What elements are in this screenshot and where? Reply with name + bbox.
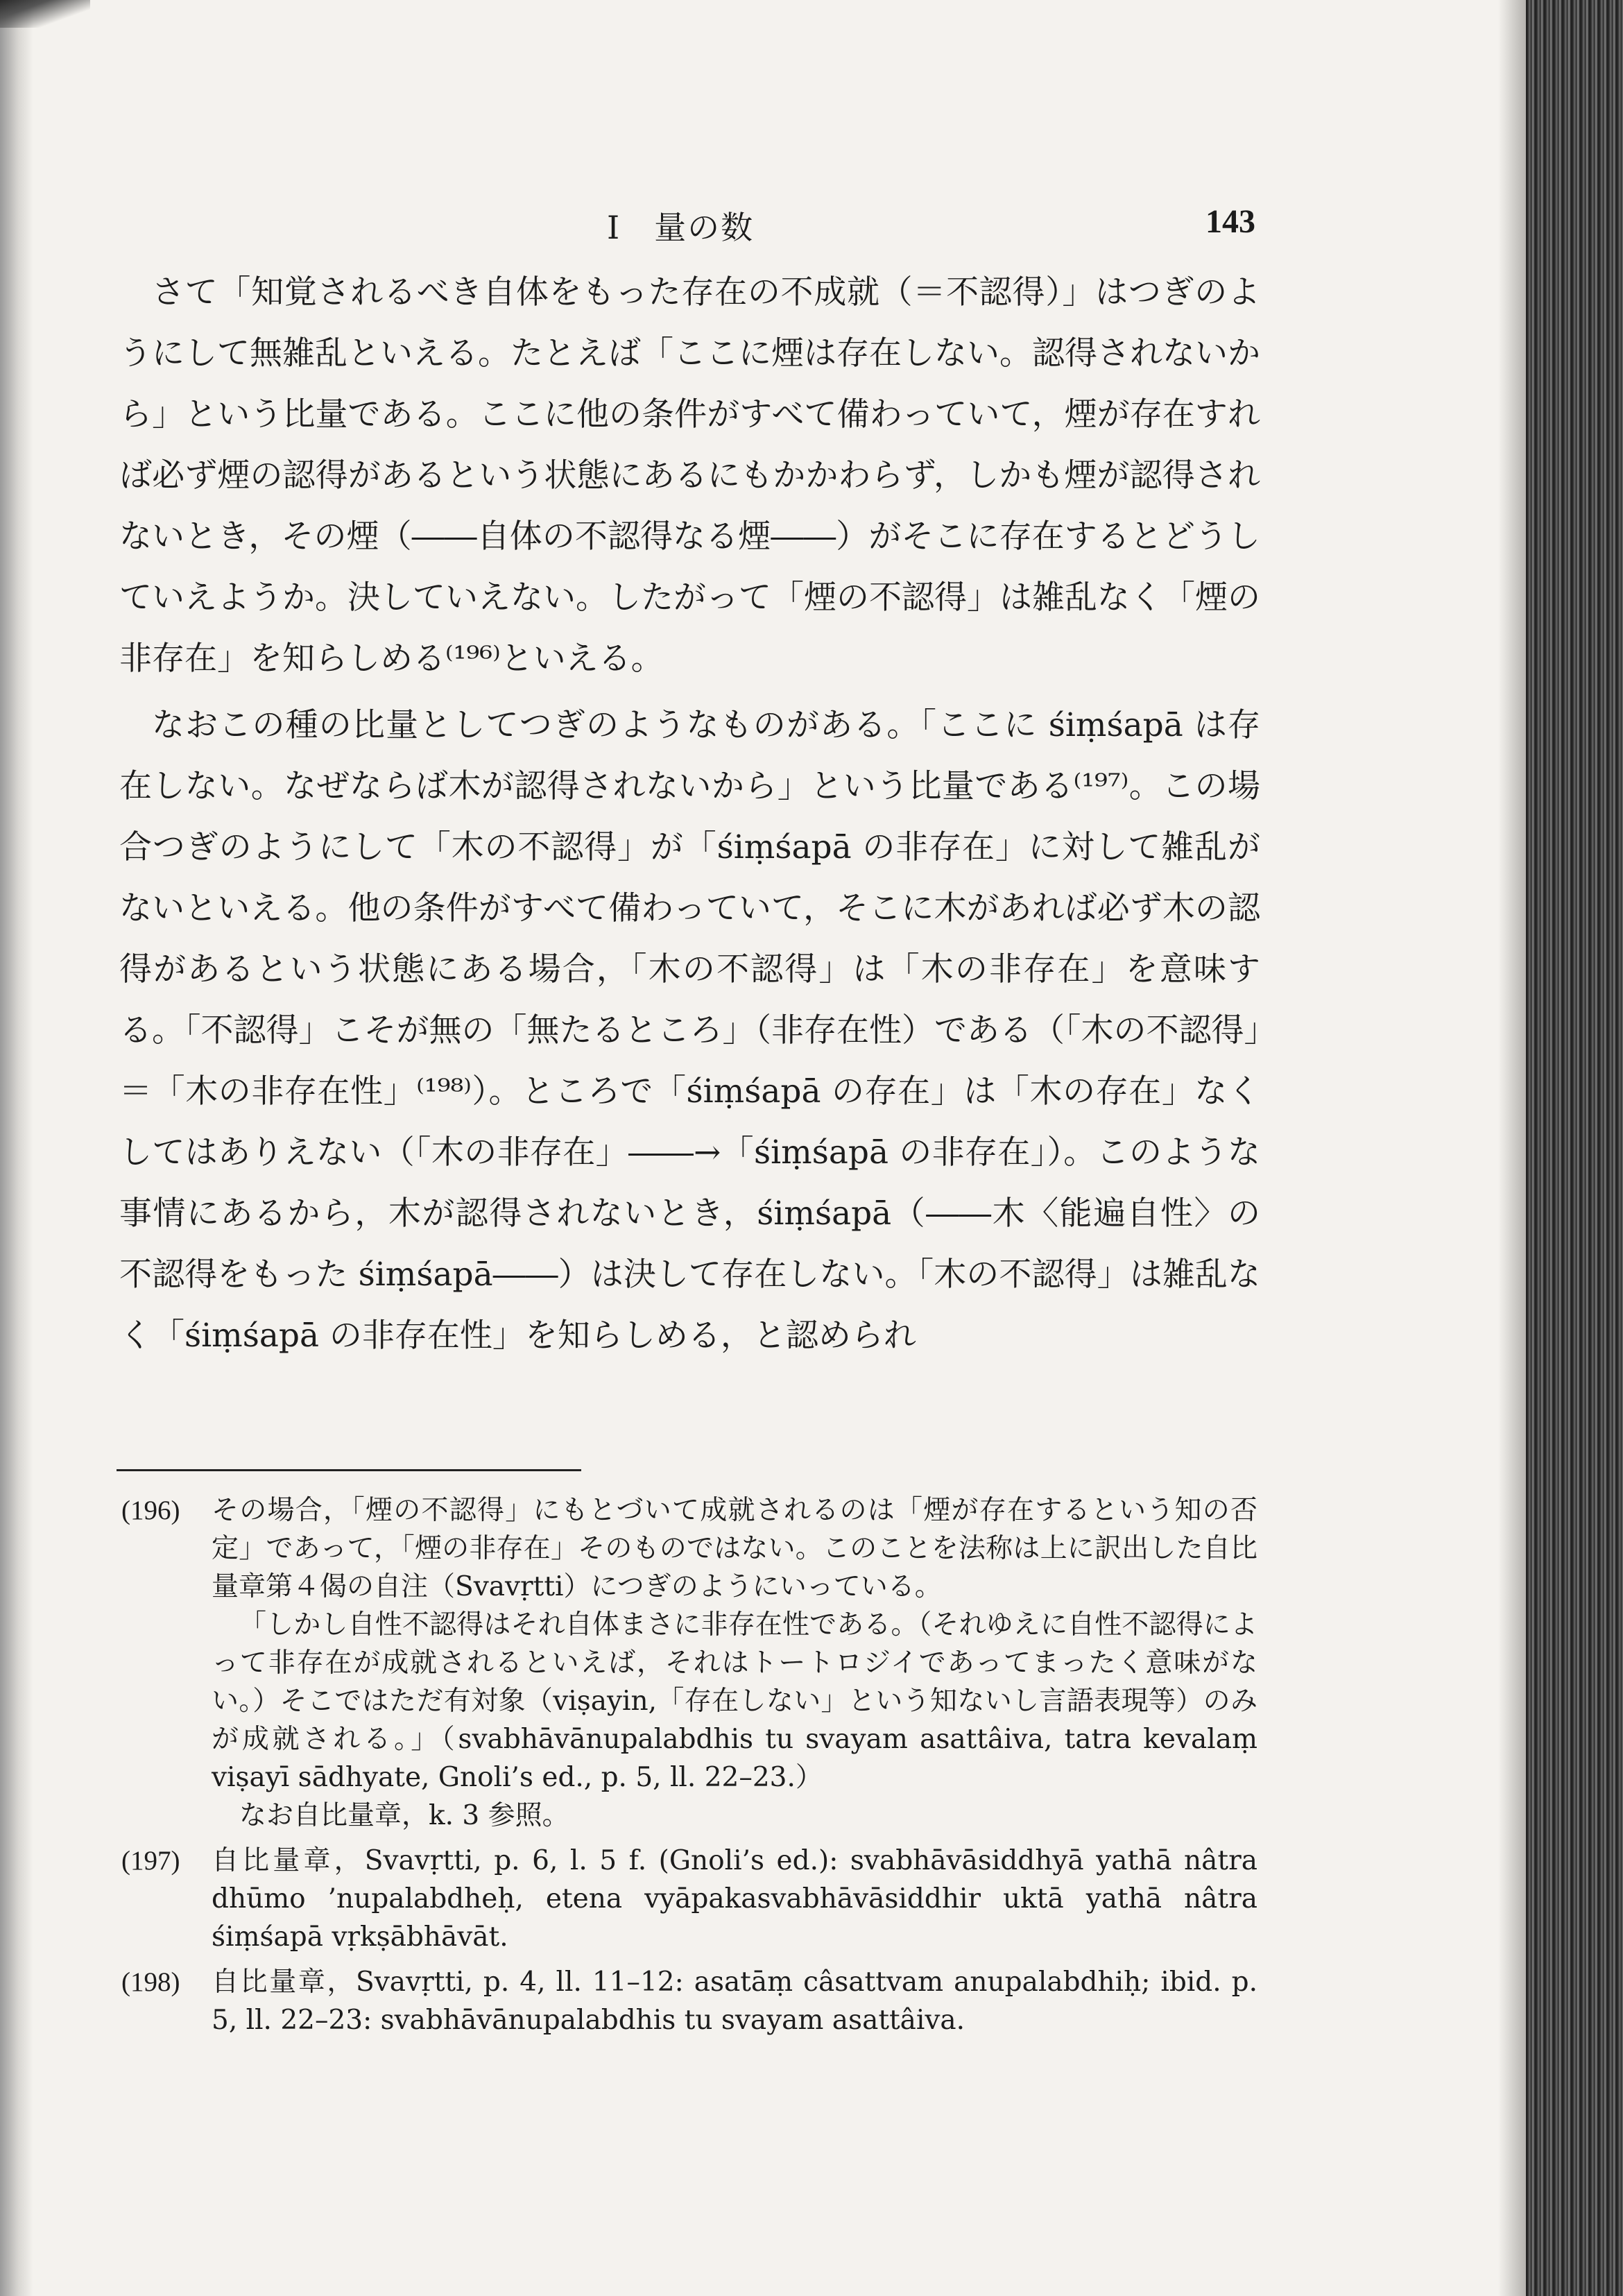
- footnote-198: [121, 1963, 1257, 2039]
- footnote-number: (196): [121, 1496, 180, 1525]
- footnote-197: [121, 1842, 1257, 1956]
- scan-shadow-left: [0, 0, 33, 2296]
- paragraph-1: さて「知覚されるべき自体をもった存在の不成就（＝不認得）」はつぎのようにして無雑乱といえる。たとえば「ここに煙は存在しない。認得されないから」という比量である。ここに他の条件がすべて備わっていて，煙が存在すれば必ず煙の認得があるという状態にあるにもかかわらず，しかも煙が認得されないとき，その煙（――自体の不認得なる煙――）がそこに存在するとどうしていえようか。決していえない。したがって「煙の不認得」は雑乱なく「煙の非存在」を知らしめる⁽¹⁹⁶⁾といえる。: [119, 273, 1260, 678]
- footnote-number: (198): [121, 1967, 180, 1997]
- footnote-196: [121, 1491, 1257, 1835]
- footnotes: [121, 1491, 1257, 2046]
- scan-book-edge: [1526, 0, 1623, 2296]
- footnote-extra: なお自比量章，k. 3 参照。: [239, 1800, 569, 1831]
- main-text: [119, 262, 1260, 1367]
- page-number: 143: [1205, 203, 1255, 240]
- scan-edge-top-left: [0, 0, 90, 28]
- footnote-rule: [117, 1469, 581, 1471]
- paragraph-2: なおこの種の比量としてつぎのようなものがある。「ここに śiṃśapā は存在しない。なぜならば木が認得されないから」という比量である⁽¹⁹⁷⁾。この場合つぎのようにして「木の不認得」が「śiṃśapā の非存在」に対して雑乱がないといえる。他の条件がすべて備わっていて，そこに木があれば必ず木の認得があるという状態にある場合，「木の不認得」は「木の非存在」を意味する。「不認得」こそが無の「無たるところ」（非存在性）である（「木の不認得」＝「木の非存在性」⁽¹⁹⁸⁾）。ところで「śiṃśapā の存在」は「木の存在」なくしてはありえない（「木の非存在」――→「śiṃśapā の非存在」）。このような事情にあるから，木が認得されないとき，śiṃśapā（――木〈能遍自性〉の不認得をもった śiṃśapā――）は決して存在しない。「木の不認得」は雑乱なく「śiṃśapā の非存在性」を知らしめる，と認められ: [119, 706, 1260, 1355]
- footnote-text: その場合，「煙の不認得」にもとづいて成就されるのは「煙が存在するという知の否定」であって，「煙の非存在」そのものではない。このことを法称は上に訳出した自比量章第４偈の自注（Svavṛtti）につぎのようにいっている。: [212, 1495, 1257, 1602]
- footnote-text: 自比量章，Svavṛtti, p. 6, l. 5 f. (Gnoli’s ed.): svabhāvāsiddhyā yathā nâtra dhūmo ’nupalabdheḥ, etena vyāpakasvabhāvāsiddhir uktā yathā nâtra śiṃśapā vṛkṣābhāvāt.: [212, 1845, 1257, 1953]
- chapter-title: I 量の数: [607, 209, 755, 246]
- footnote-number: (197): [121, 1846, 180, 1876]
- footnote-quote: 「しかし自性不認得はそれ自体まさに非存在性である。（それゆえに自性不認得によって非存在が成就されるといえば，それはトートロジイであってまったく意味がない。）そこではただ有対象（viṣayin,「存在しない」という知ないし言語表現等）のみが成就される。」（svabhāvānupalabdhis tu svayam asattâiva, tatra kevalaṃ viṣayī sādhyate, Gnoli’s ed., p. 5, ll. 22–23.）: [212, 1609, 1257, 1793]
- footnote-text: 自比量章，Svavṛtti, p. 4, ll. 11–12: asatāṃ câsattvam anupalabdhiḥ; ibid. p. 5, ll. 22–23: svabhāvānupalabdhis tu svayam asattâiva.: [212, 1967, 1257, 2036]
- running-header: [118, 203, 1255, 251]
- scan-gutter-fade: [1498, 0, 1526, 2296]
